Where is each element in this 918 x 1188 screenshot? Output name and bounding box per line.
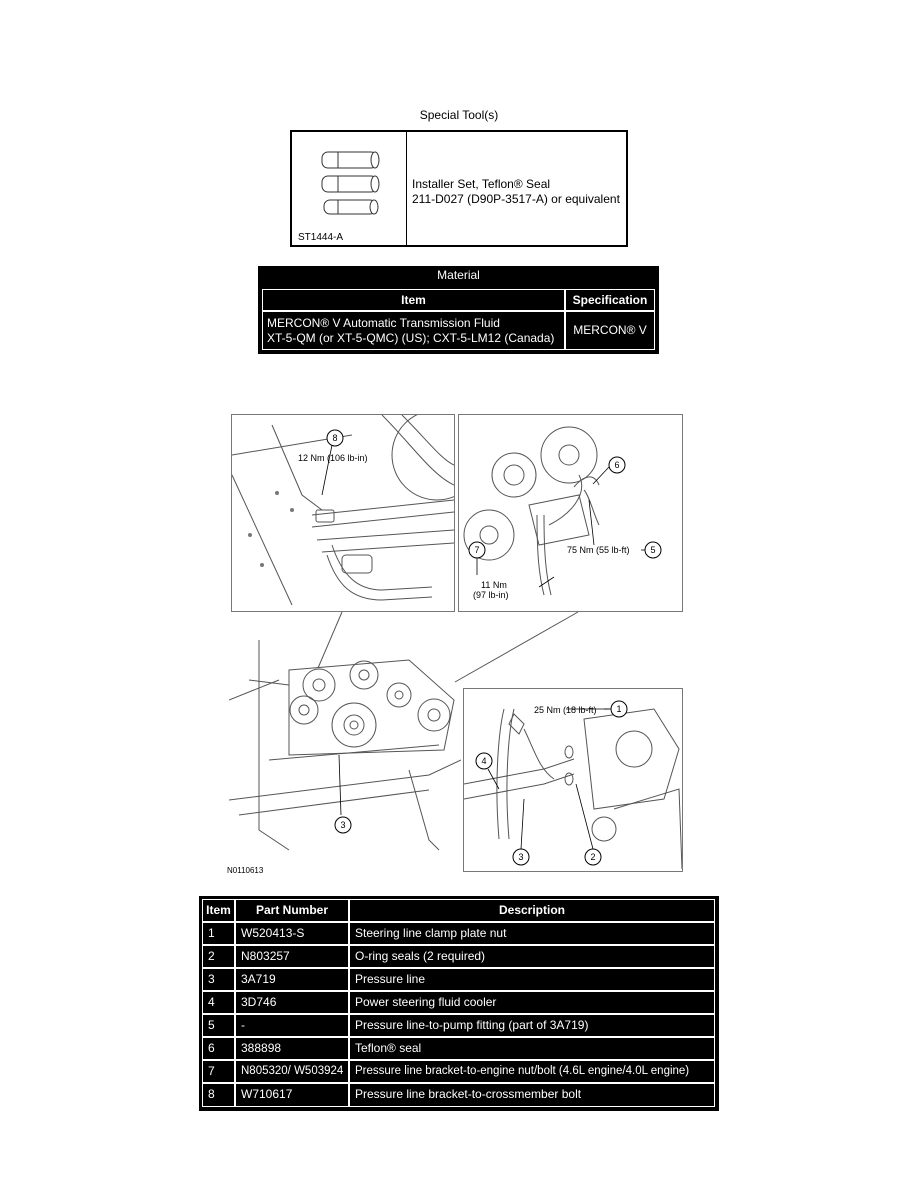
crossmember-bracket-drawing <box>232 415 454 611</box>
special-tools-title: Special Tool(s) <box>419 108 499 122</box>
material-item-line1: MERCON® V Automatic Transmission Fluid <box>267 316 500 330</box>
pump-fitting-drawing <box>459 415 682 611</box>
material-header-item: Item <box>262 289 565 311</box>
parts-row-5-item: 5 <box>202 1014 235 1037</box>
parts-row-8-desc: Pressure line bracket-to-crossmember bolt <box>349 1083 715 1107</box>
parts-row-5-desc: Pressure line-to-pump fitting (part of 3A719) <box>349 1014 715 1037</box>
detail-panel-crossmember <box>231 414 455 612</box>
parts-row-8-part: W710617 <box>235 1083 349 1107</box>
detail-panel-pump <box>458 414 683 612</box>
callout-3-overview: 3 <box>340 820 346 830</box>
engine-overview-panel <box>229 640 461 862</box>
parts-row-3-part: 3A719 <box>235 968 349 991</box>
parts-row-6-desc: Teflon® seal <box>349 1037 715 1060</box>
tool-image-code: ST1444-A <box>298 232 344 243</box>
material-item-line2: XT-5-QM (or XT-5-QMC) (US); CXT-5-LM12 (Canada) <box>267 331 555 345</box>
torque-1: 25 Nm (18 lb-ft) <box>534 705 597 715</box>
callout-5: 5 <box>650 545 656 555</box>
tool-number: 211-D027 (D90P-3517-A) or equivalent <box>412 192 620 206</box>
parts-row-6-item: 6 <box>202 1037 235 1060</box>
material-specification-cell: MERCON® V <box>565 311 655 350</box>
parts-row-1-item: 1 <box>202 922 235 945</box>
callout-2: 2 <box>590 852 596 862</box>
parts-header-description: Description <box>349 899 715 922</box>
parts-table <box>199 896 719 1111</box>
torque-7-lbin: (97 lb-in) <box>473 590 509 600</box>
parts-row-2-desc: O-ring seals (2 required) <box>349 945 715 968</box>
torque-5: 75 Nm (55 lb-ft) <box>567 545 630 555</box>
parts-row-1-part: W520413-S <box>235 922 349 945</box>
figure-code: N0110613 <box>227 866 264 875</box>
engine-overview-drawing <box>229 640 461 862</box>
material-header-specification: Specification <box>565 289 655 311</box>
parts-row-7-desc: Pressure line bracket-to-engine nut/bolt (4.6L engine/4.0L engine) <box>349 1060 715 1083</box>
parts-row-6-part: 388898 <box>235 1037 349 1060</box>
torque-7-nm: 11 Nm <box>481 580 507 590</box>
callout-4: 4 <box>481 756 487 766</box>
parts-row-7-part: N805320/ W503924 <box>235 1060 349 1083</box>
callout-8: 8 <box>332 433 338 443</box>
parts-header-part-number: Part Number <box>235 899 349 922</box>
callout-6: 6 <box>614 460 620 470</box>
parts-row-2-part: N803257 <box>235 945 349 968</box>
parts-row-8-item: 8 <box>202 1083 235 1107</box>
callout-3-detail: 3 <box>518 852 524 862</box>
parts-row-4-desc: Power steering fluid cooler <box>349 991 715 1014</box>
detail-panel-gear <box>463 688 683 872</box>
parts-header-item: Item <box>202 899 235 922</box>
parts-row-4-item: 4 <box>202 991 235 1014</box>
material-title: Material <box>437 268 480 282</box>
parts-row-5-part: - <box>235 1014 349 1037</box>
parts-row-3-item: 3 <box>202 968 235 991</box>
torque-8: 12 Nm (106 lb-in) <box>298 453 368 463</box>
parts-row-2-item: 2 <box>202 945 235 968</box>
callout-1: 1 <box>616 704 622 714</box>
parts-row-7-item: 7 <box>202 1060 235 1083</box>
parts-row-1-desc: Steering line clamp plate nut <box>349 922 715 945</box>
callout-7: 7 <box>474 545 480 555</box>
tool-name: Installer Set, Teflon® Seal <box>412 177 551 191</box>
parts-row-4-part: 3D746 <box>235 991 349 1014</box>
steering-gear-drawing <box>464 689 682 871</box>
parts-row-3-desc: Pressure line <box>349 968 715 991</box>
